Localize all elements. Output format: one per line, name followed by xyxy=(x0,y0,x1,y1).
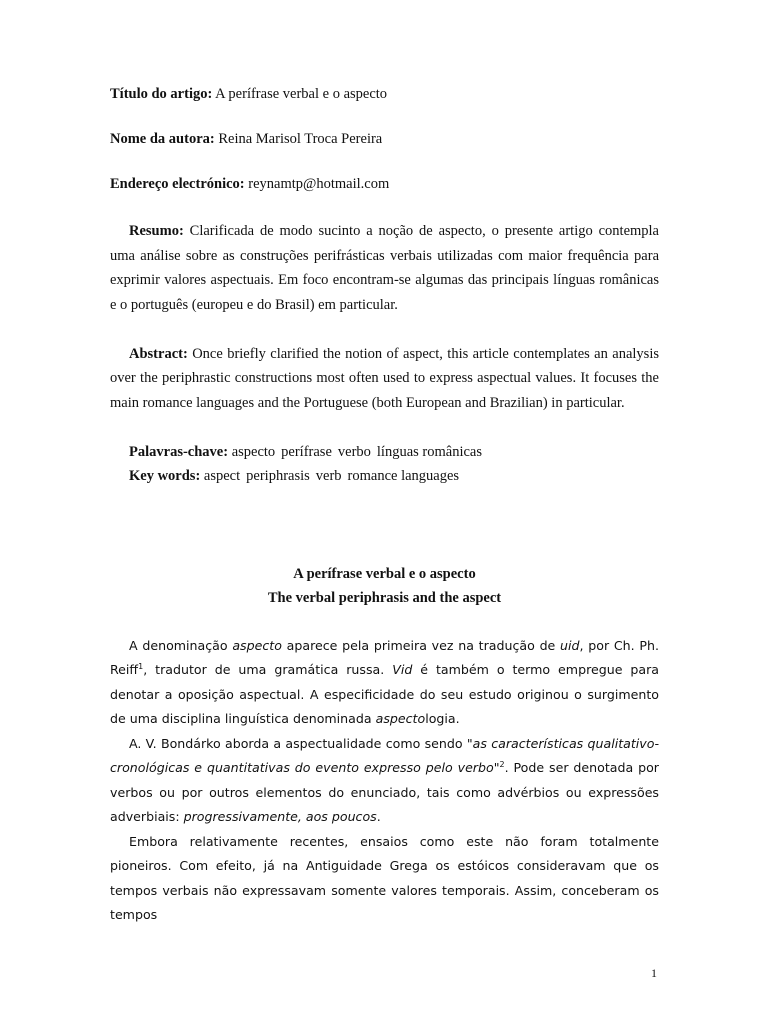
body-emphasis: uid xyxy=(560,637,580,653)
keyword-en: periphrasis xyxy=(246,468,310,484)
email-line xyxy=(110,174,659,194)
author-label: Nome da autora: xyxy=(110,131,215,147)
section-heading-en: The verbal periphrasis and the aspect xyxy=(267,589,502,606)
body-emphasis: progressivamente, aos poucos xyxy=(183,809,377,824)
keyword-en: aspect xyxy=(203,468,241,484)
keyword-pt: verbo xyxy=(337,443,371,460)
abstract-paragraph xyxy=(110,342,659,416)
abstract-text: Once briefly clarified the notion of aspect, this article contemplates an analysis over the periphrastic constructions most often used to express aspectual values. It focuses the main romance languages and the Portuguese (both European and Brazilian) in particular. xyxy=(110,345,659,411)
section-heading-pt: A perífrase verbal e o aspecto xyxy=(293,565,476,582)
abstract-label: Abstract: xyxy=(129,345,188,362)
body-text: , por Ch. Ph. Reiff xyxy=(110,637,659,677)
email-label: Endereço electrónico: xyxy=(110,176,245,192)
body-text: A. V. Bondárko aborda a aspectualidade como sendo " xyxy=(129,735,473,751)
body-text: " xyxy=(493,760,500,775)
article-title-value: A perífrase verbal e o aspecto xyxy=(215,86,388,102)
keyword-en: verb xyxy=(315,468,342,484)
keyword-en: romance languages xyxy=(347,468,460,484)
article-title-label: Título do artigo: xyxy=(110,86,213,102)
keyword-pt: línguas românicas xyxy=(376,443,483,460)
keywords-pt-label: Palavras-chave: xyxy=(129,443,229,460)
keywords-en-line xyxy=(110,464,659,489)
article-title-line xyxy=(110,84,659,104)
footnote-ref: 2 xyxy=(499,759,505,769)
body-text: aparece pela primeira vez na tradução de xyxy=(281,637,561,653)
keyword-pt: aspecto xyxy=(231,443,276,460)
page-number: 1 xyxy=(651,966,657,980)
body-text: . xyxy=(376,809,381,824)
resumo-paragraph xyxy=(110,219,659,317)
document-content xyxy=(110,84,659,928)
resumo-text: Clarificada de modo sucinto a noção de aspecto, o presente artigo contempla uma análise sobre as construções perifrásticas verbais utilizadas com maior frequência para exprimir valores aspectuais. Em foco encontram-se algumas das principais línguas românicas e o português (europeu e do Brasil) em particular. xyxy=(110,223,659,313)
body-paragraph-3 xyxy=(110,830,659,928)
body-text: . Pode ser denotada por verbos ou por outros elementos do enunciado, tais como advérbios ou expressões adverbiais: xyxy=(110,760,659,824)
author-line xyxy=(110,129,659,149)
body-emphasis: Vid xyxy=(392,662,413,677)
body-text: é também o termo empregue para denotar a oposição aspectual. A especificidade do seu estudo originou o surgimento de uma disciplina linguística denominada xyxy=(110,662,659,726)
keywords-en-label: Key words: xyxy=(129,468,201,484)
resumo-label: Resumo: xyxy=(129,223,184,239)
body-paragraph-1 xyxy=(110,634,659,732)
body-text: A denominação xyxy=(129,637,233,653)
keywords-pt-line xyxy=(110,440,659,465)
body-emphasis: aspecto xyxy=(375,711,426,726)
body-emphasis: aspecto xyxy=(232,637,282,653)
body-emphasis: as características qualitativo-cronológicas e quantitativas do evento expresso pelo verbo xyxy=(110,735,659,775)
body-text: , tradutor de uma gramática russa. xyxy=(143,662,393,677)
body-paragraph-2 xyxy=(110,732,659,830)
email-value: reynamtp@hotmail.com xyxy=(248,176,390,192)
body-text: logia. xyxy=(425,711,460,726)
body-text: Embora relativamente recentes, ensaios como este não foram totalmente pioneiros. Com efeito, já na Antiguidade Grega os estóicos consideravam que os tempos verbais não expressavam somente valores temporais. Assim, conceberam os tempos xyxy=(110,833,659,922)
author-value: Reina Marisol Troca Pereira xyxy=(218,131,383,147)
footnote-ref: 1 xyxy=(138,661,144,671)
keyword-pt: perífrase xyxy=(281,443,332,460)
